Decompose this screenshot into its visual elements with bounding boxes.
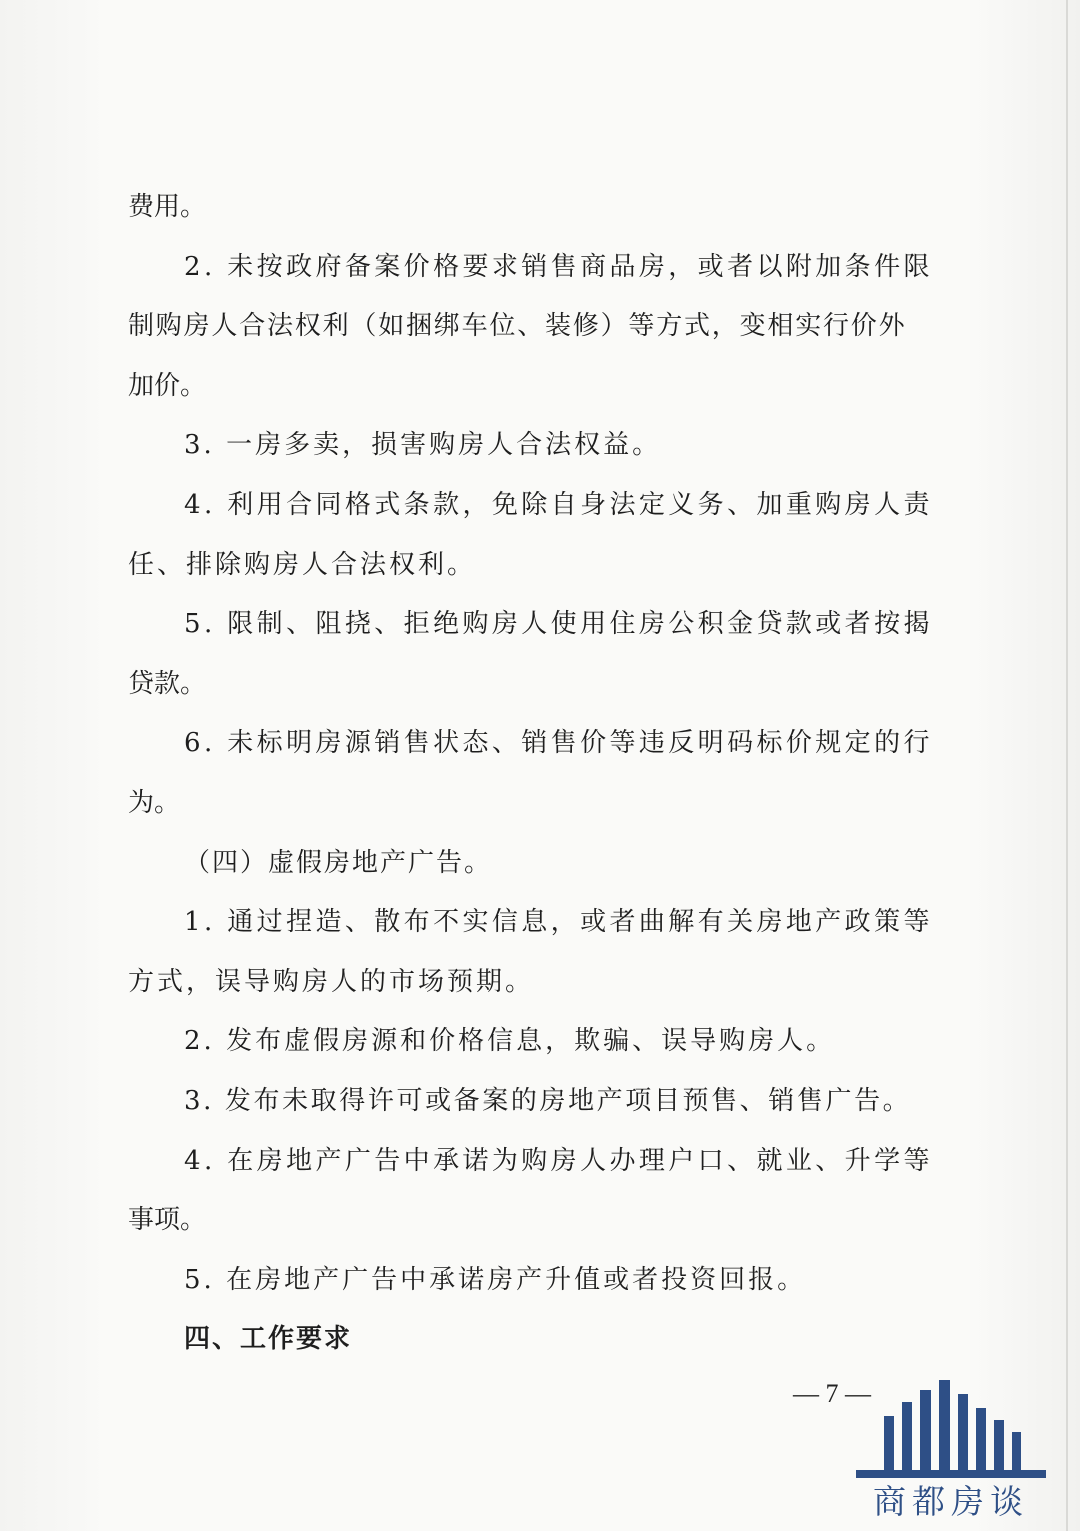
text-line: 2. 未按政府备案价格要求销售商品房，或者以附加条件限: [184, 251, 933, 282]
page-edge: [1066, 0, 1068, 1531]
text-line: 方式，误导购房人的市场预期。: [128, 966, 535, 997]
text-line: 2. 发布虚假房源和价格信息，欺骗、误导购房人。: [184, 1026, 836, 1057]
text-line: 5. 限制、阻挠、拒绝购房人使用住房公积金贷款或者按揭: [184, 609, 933, 640]
text-line: 加价。: [128, 370, 207, 401]
city-buildings-icon: [846, 1376, 1056, 1486]
section-subheading: （四）虚假房地产广告。: [184, 847, 493, 878]
text-line: 3. 发布未取得许可或备案的房地产项目预售、销售广告。: [184, 1085, 912, 1116]
document-body: [128, 178, 933, 1370]
page-number: — 7 —: [793, 1379, 871, 1408]
text-line: 5. 在房地产广告中承诺房产升值或者投资回报。: [184, 1264, 807, 1295]
text-line: 6. 未标明房源销售状态、销售价等违反明码标价规定的行: [184, 728, 933, 759]
text-line: 3. 一房多卖，损害购房人合法权益。: [184, 430, 662, 461]
section-heading: 四、工作要求: [184, 1324, 353, 1355]
text-line: 贷款。: [128, 668, 207, 699]
text-line: 4. 利用合同格式条款，免除自身法定义务、加重购房人责: [184, 489, 933, 520]
watermark-logo: [846, 1376, 1056, 1528]
text-line: 费用。: [128, 192, 207, 222]
text-line: 制购房人合法权利（如捆绑车位、装修）等方式，变相实行价外: [128, 311, 907, 342]
text-line: 任、排除购房人合法权利。: [128, 549, 477, 580]
logo-text: 商都房谈: [873, 1482, 1029, 1521]
text-line: 4. 在房地产广告中承诺为购房人办理户口、就业、升学等: [184, 1145, 933, 1176]
text-line: 1. 通过捏造、散布不实信息，或者曲解有关房地产政策等: [184, 907, 933, 938]
text-line: 为。: [128, 787, 181, 818]
text-line: 事项。: [128, 1205, 207, 1236]
